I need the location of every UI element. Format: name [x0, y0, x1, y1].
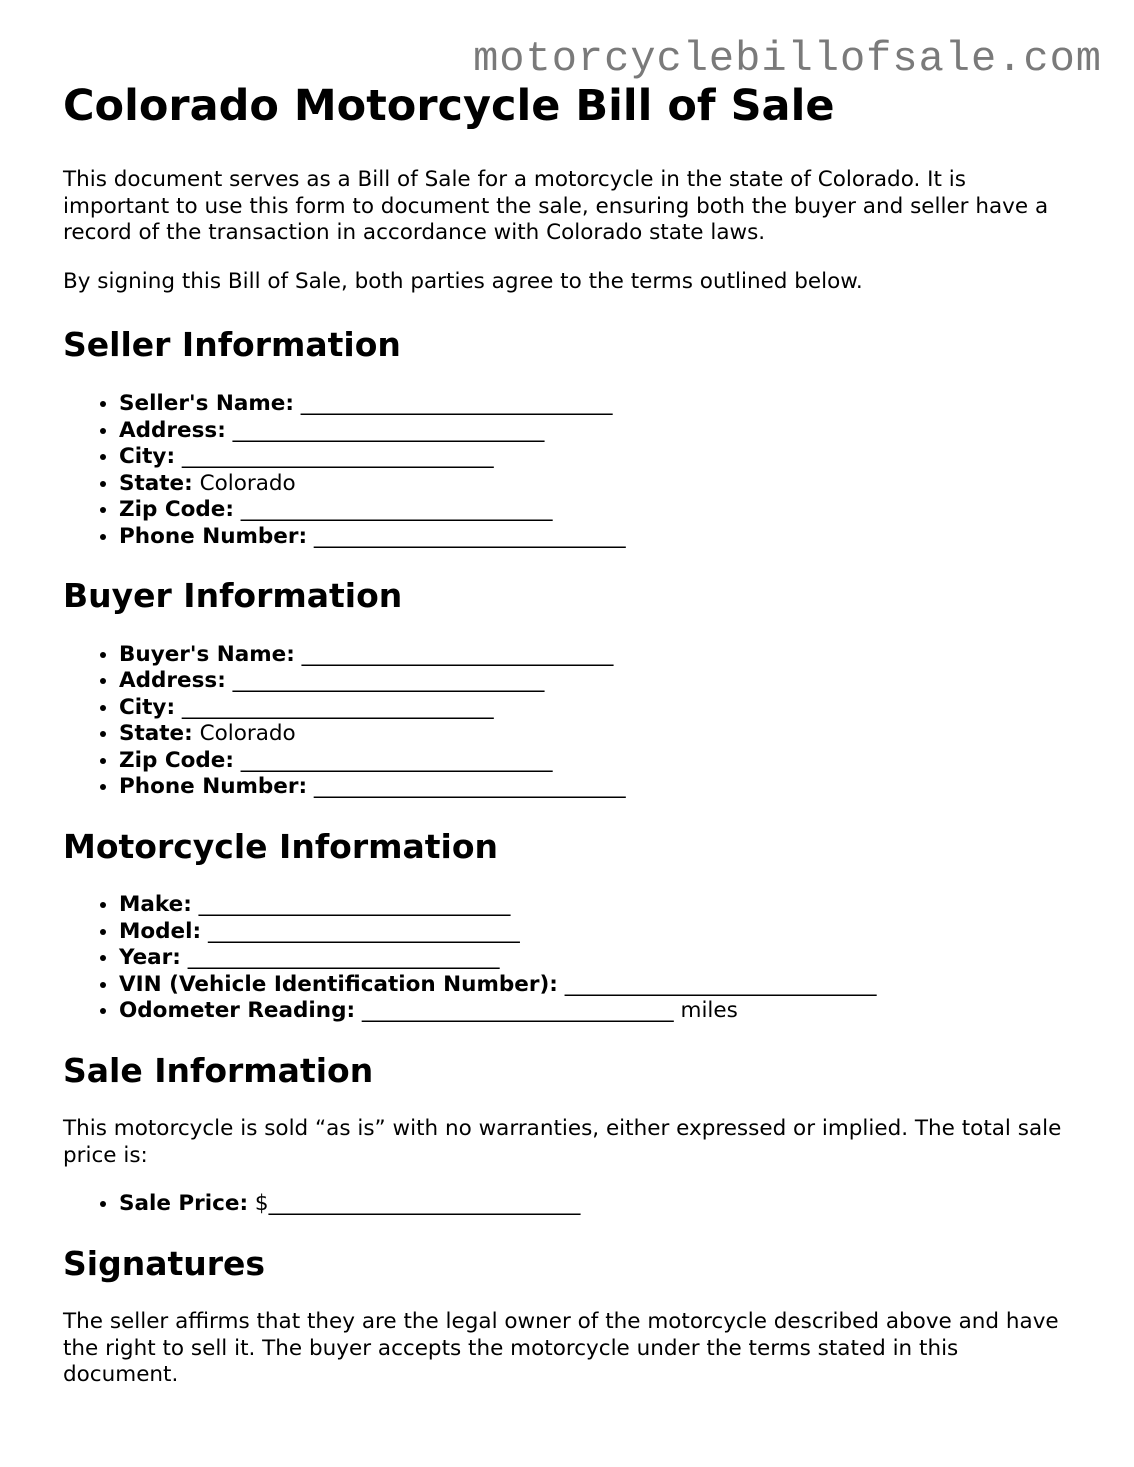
buyer-heading: Buyer Information: [63, 576, 403, 616]
buyer-address-field: [119, 668, 1073, 695]
field-value: _____________________________ miles: [355, 998, 738, 1024]
field-label: Address:: [119, 417, 226, 443]
field-value: Colorado: [192, 721, 296, 747]
field-label: Buyer's Name:: [119, 641, 295, 667]
field-value: _____________________________: [175, 444, 494, 470]
field-value: Colorado: [192, 470, 296, 496]
year-field: [119, 945, 1073, 972]
field-value: _____________________________: [307, 523, 626, 549]
field-label: Odometer Reading:: [119, 998, 356, 1024]
sale-heading: Sale Information: [63, 1050, 374, 1090]
page-title: Colorado Motorcycle Bill of Sale: [63, 81, 835, 131]
field-label: Phone Number:: [119, 774, 308, 800]
buyer-state-field: [119, 721, 1073, 748]
field-value: _____________________________: [294, 641, 614, 667]
field-label: Zip Code:: [119, 747, 234, 773]
seller-state-field: [119, 471, 1073, 498]
seller-fields: [63, 391, 1073, 550]
field-value: _____________________________: [233, 747, 553, 773]
seller-phone-field: [119, 524, 1073, 551]
field-label: Phone Number:: [119, 523, 308, 549]
field-value: $_____________________________: [248, 1191, 581, 1217]
signatures-heading: Signatures: [63, 1243, 266, 1283]
field-label: Make:: [119, 892, 192, 918]
make-field: [119, 892, 1073, 919]
sale-price-field: [119, 1191, 1073, 1218]
seller-zip-field: [119, 497, 1073, 524]
field-label: Address:: [119, 668, 226, 694]
field-value: _____________________________: [175, 694, 494, 720]
agreement-paragraph: By signing this Bill of Sale, both parties agree to the terms outlined below.: [63, 268, 863, 294]
motorcycle-fields: [63, 892, 1073, 1025]
sale-paragraph: This motorcycle is sold “as is” with no warranties, either expressed or implied. The total sale price is:: [63, 1116, 1062, 1168]
field-label: State:: [119, 470, 193, 496]
seller-name-field: [119, 391, 1073, 418]
field-label: City:: [119, 694, 176, 720]
field-label: City:: [119, 444, 176, 470]
odometer-field: [119, 998, 1073, 1025]
buyer-fields: [63, 642, 1073, 801]
buyer-name-field: [119, 642, 1073, 669]
vin-field: [119, 972, 1073, 999]
buyer-phone-field: [119, 774, 1073, 801]
buyer-zip-field: [119, 748, 1073, 775]
site-watermark: motorcyclebillofsale.com: [473, 35, 1102, 83]
field-value: _____________________________: [201, 918, 520, 944]
buyer-city-field: [119, 695, 1073, 722]
field-value: _____________________________: [557, 971, 877, 997]
document-body: [63, 82, 1073, 1389]
sale-fields: [63, 1191, 1073, 1218]
model-field: [119, 919, 1073, 946]
field-value: _____________________________: [307, 774, 626, 800]
field-value: _____________________________: [225, 668, 545, 694]
field-label: Year:: [119, 945, 181, 971]
signatures-paragraph: The seller affirms that they are the legal owner of the motorcycle described above and have the right to sell it. The buyer accepts the motorcycle under the terms stated in this document.: [63, 1309, 1059, 1388]
field-value: _____________________________: [233, 497, 553, 523]
field-value: _____________________________: [180, 945, 500, 971]
field-value: _____________________________: [293, 391, 613, 417]
intro-paragraph: This document serves as a Bill of Sale for a motorcycle in the state of Colorado. It is important to use this form to document the sale, ensuring both the buyer and seller have a record of the transaction in accordance with Colorado state laws.: [63, 167, 1049, 246]
field-label: State:: [119, 721, 193, 747]
motorcycle-heading: Motorcycle Information: [63, 826, 499, 866]
seller-heading: Seller Information: [63, 325, 401, 365]
field-label: Seller's Name:: [119, 391, 294, 417]
field-value: _____________________________: [191, 892, 511, 918]
field-label: Model:: [119, 918, 202, 944]
field-value: _____________________________: [225, 417, 545, 443]
field-label: VIN (Vehicle Identification Number):: [119, 971, 558, 997]
field-label: Zip Code:: [119, 497, 234, 523]
field-label: Sale Price:: [119, 1191, 249, 1217]
seller-city-field: [119, 444, 1073, 471]
seller-address-field: [119, 418, 1073, 445]
